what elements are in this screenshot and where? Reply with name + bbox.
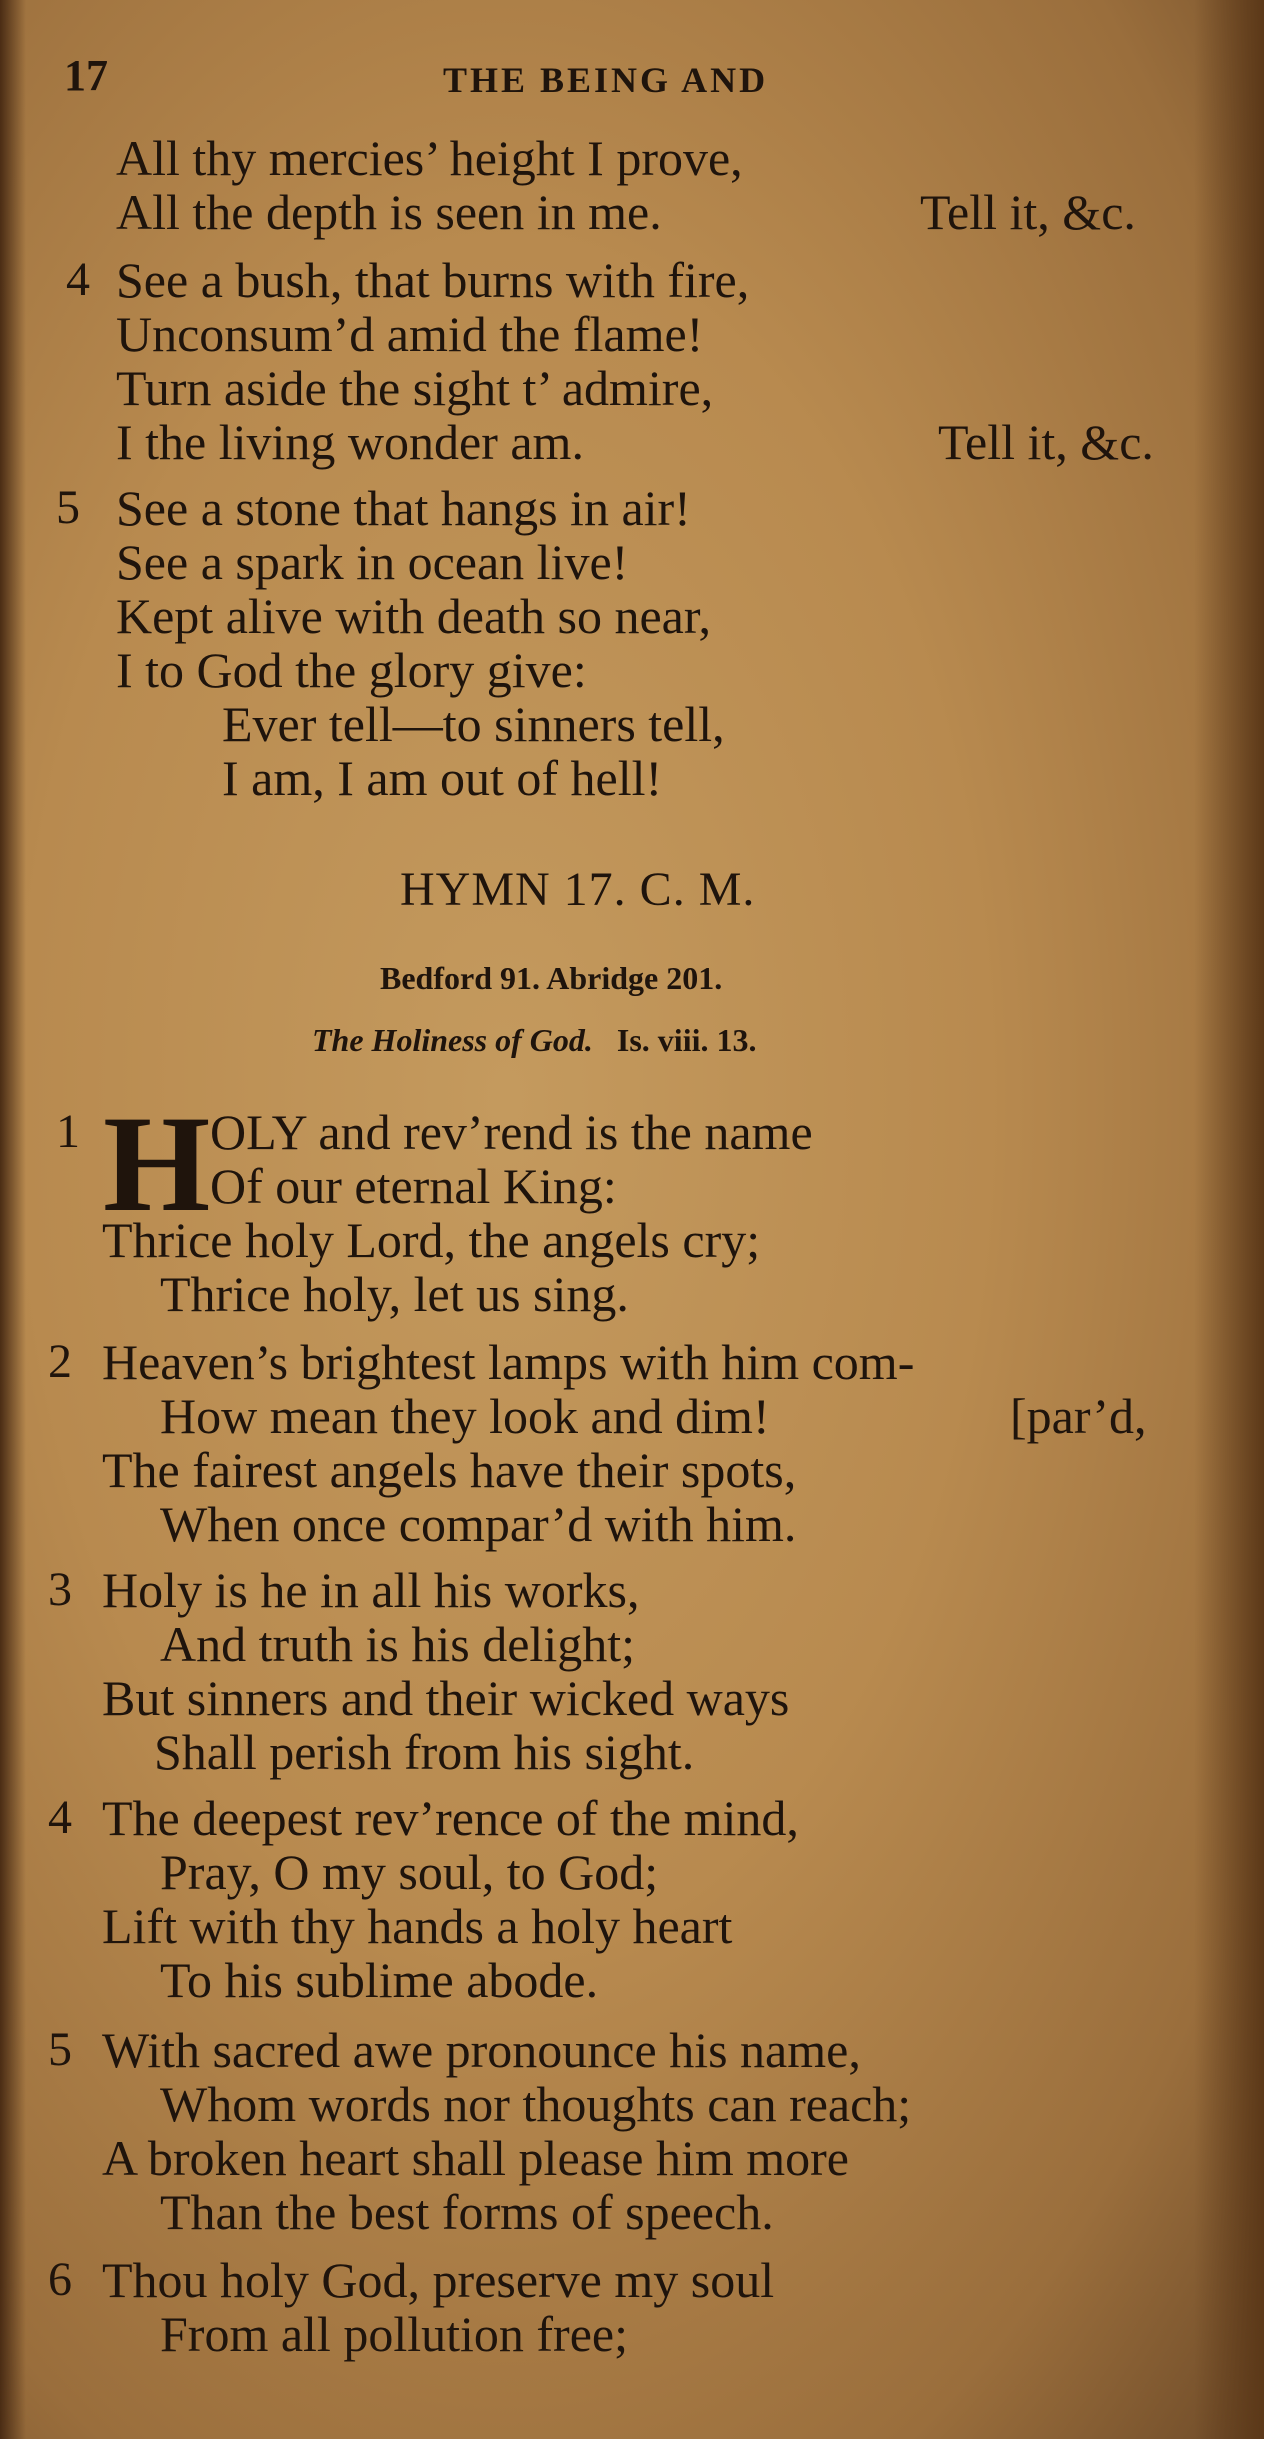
verse-line: A broken heart shall please him more — [102, 2130, 849, 2186]
verse-number: 5 — [48, 2023, 72, 2076]
verse-line: When once compar’d with him. — [160, 1496, 797, 1552]
verse-number: 4 — [66, 253, 90, 306]
verse-line: From all pollution free; — [160, 2306, 628, 2362]
verse-line: See a bush, that burns with fire, — [116, 252, 750, 308]
verse-line: To his sublime abode. — [160, 1952, 599, 2008]
verse-line-runover: [par’d, — [1010, 1388, 1147, 1444]
verse-line: Pray, O my soul, to God; — [160, 1844, 659, 1900]
verse-line: Thou holy God, preserve my soul — [102, 2252, 775, 2308]
verse-line: Thrice holy Lord, the angels cry; — [102, 1212, 761, 1268]
verse-number: 3 — [48, 1563, 72, 1616]
hymn-scripture-ref: Is. viii. 13. — [616, 1022, 757, 1058]
running-title: THE BEING AND — [443, 60, 769, 100]
verse-line: See a stone that hangs in air! — [116, 480, 691, 536]
verse-line: Thrice holy, let us sing. — [160, 1266, 629, 1322]
verse-line: But sinners and their wicked ways — [102, 1670, 790, 1726]
verse-line: Kept alive with death so near, — [116, 588, 712, 644]
verse-line: Ever tell—to sinners tell, — [222, 696, 725, 752]
verse-number: 4 — [48, 1791, 72, 1844]
verse-number: 6 — [48, 2253, 72, 2306]
page-number: 17 — [64, 51, 108, 100]
verse-line: I the living wonder am. — [116, 414, 584, 470]
verse-line: Whom words nor thoughts can reach; — [160, 2076, 912, 2132]
verse-line: I to God the glory give: — [116, 642, 587, 698]
verse-line: With sacred awe pronounce his name, — [102, 2022, 861, 2078]
verse-line: Holy is he in all his works, — [102, 1562, 640, 1618]
verse-line: Shall perish from his sight. — [154, 1724, 695, 1780]
hymn-subject — [312, 1012, 756, 1068]
refrain-tell-it: Tell it, &c. — [920, 184, 1136, 240]
verse-line: And truth is his delight; — [160, 1616, 635, 1672]
verse-number: 5 — [56, 481, 80, 534]
hymn-tunes: Bedford 91. Abridge 201. — [380, 960, 723, 996]
verse-number: 1 — [56, 1105, 80, 1158]
hymn-subject-title: The Holiness of God. — [312, 1022, 593, 1058]
refrain-tell-it: Tell it, &c. — [938, 414, 1154, 470]
verse-line: Turn aside the sight t’ admire, — [116, 360, 714, 416]
verse-line: The deepest rev’rence of the mind, — [102, 1790, 799, 1846]
verse-line: The fairest angels have their spots, — [102, 1442, 797, 1498]
drop-cap: H — [103, 1087, 211, 1240]
verse-line: Of our eternal King: — [210, 1158, 617, 1214]
page-edge-shadow-right — [1194, 0, 1264, 2439]
verse-line: All thy mercies’ height I prove, — [116, 130, 743, 186]
verse-line: See a spark in ocean live! — [116, 534, 629, 590]
verse-line: Unconsum’d amid the flame! — [116, 306, 704, 362]
verse-line: I am, I am out of hell! — [222, 750, 663, 806]
verse-line: Than the best forms of speech. — [160, 2184, 774, 2240]
verse-number: 2 — [48, 1335, 72, 1388]
verse-line: Lift with thy hands a holy heart — [102, 1898, 733, 1954]
verse-line: How mean they look and dim! — [160, 1388, 770, 1444]
page-edge-shadow-left — [0, 0, 26, 2439]
hymn-title: HYMN 17. C. M. — [400, 863, 756, 916]
verse-line: All the depth is seen in me. — [116, 184, 662, 240]
verse-line: OLY and rev’rend is the name — [210, 1104, 813, 1160]
verse-line: Heaven’s brightest lamps with him com- — [102, 1334, 915, 1390]
